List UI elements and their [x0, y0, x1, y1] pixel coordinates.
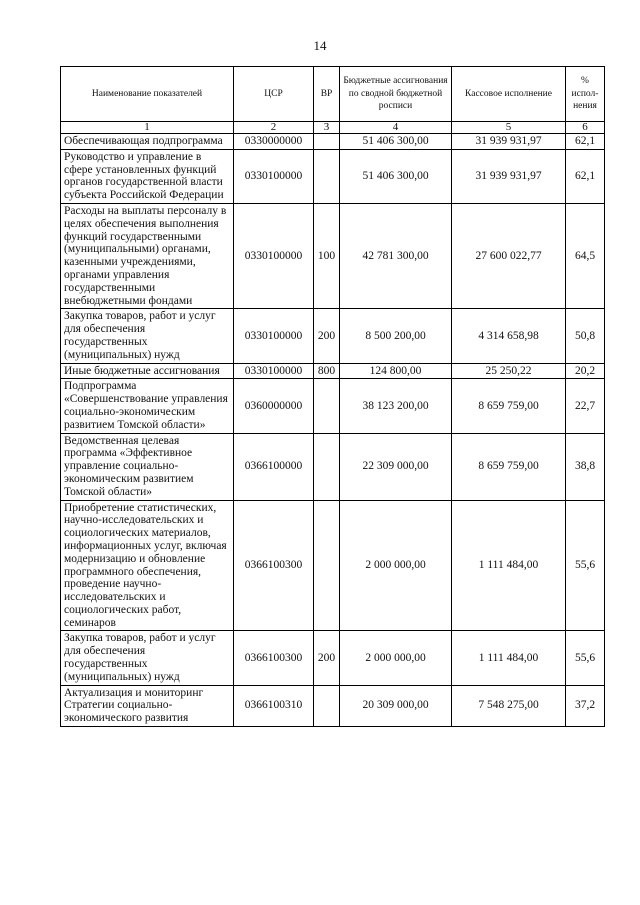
table-row [61, 309, 605, 363]
row-percent-cell: 20,2 [566, 363, 605, 379]
header-vr: ВР [314, 67, 340, 122]
column-number: 5 [452, 122, 566, 134]
row-vr-cell [314, 685, 340, 726]
row-budget-cell: 2 000 000,00 [340, 500, 452, 631]
row-percent-cell: 22,7 [566, 379, 605, 433]
row-cash-cell: 7 548 275,00 [452, 685, 566, 726]
row-budget-cell: 38 123 200,00 [340, 379, 452, 433]
budget-execution-table [60, 66, 605, 727]
row-budget-cell: 8 500 200,00 [340, 309, 452, 363]
row-budget-cell: 42 781 300,00 [340, 203, 452, 308]
row-vr-cell: 800 [314, 363, 340, 379]
row-budget-cell: 124 800,00 [340, 363, 452, 379]
header-indicator-name: Наименование показателей [61, 67, 234, 122]
column-number: 3 [314, 122, 340, 134]
row-percent-cell: 62,1 [566, 149, 605, 203]
row-name-cell: Расходы на выплаты персоналу в целях обеспечения выполнения функций государственными (муниципальными) органами, казенными учреждениями, органами управления государственными внебюджетными фондами [61, 203, 234, 308]
row-name-cell: Закупка товаров, работ и услуг для обеспечения государственных (муниципальных) нужд [61, 309, 234, 363]
table-body [61, 134, 605, 727]
row-csr-cell: 0330100000 [234, 203, 314, 308]
table-row [61, 134, 605, 150]
column-number: 6 [566, 122, 605, 134]
table-row [61, 685, 605, 726]
row-percent-cell: 50,8 [566, 309, 605, 363]
row-csr-cell: 0366100300 [234, 631, 314, 685]
row-cash-cell: 4 314 658,98 [452, 309, 566, 363]
row-vr-cell [314, 134, 340, 150]
row-budget-cell: 22 309 000,00 [340, 433, 452, 500]
row-cash-cell: 1 111 484,00 [452, 631, 566, 685]
column-number: 4 [340, 122, 452, 134]
row-csr-cell: 0330100000 [234, 309, 314, 363]
header-cash-execution: Кассовое исполнение [452, 67, 566, 122]
row-name-cell: Иные бюджетные ассигнования [61, 363, 234, 379]
table-header-row [61, 67, 605, 122]
row-vr-cell: 200 [314, 309, 340, 363]
row-csr-cell: 0366100310 [234, 685, 314, 726]
row-csr-cell: 0330000000 [234, 134, 314, 150]
table-row [61, 500, 605, 631]
row-cash-cell: 31 939 931,97 [452, 134, 566, 150]
row-vr-cell [314, 149, 340, 203]
row-cash-cell: 1 111 484,00 [452, 500, 566, 631]
row-cash-cell: 27 600 022,77 [452, 203, 566, 308]
header-csr: ЦСР [234, 67, 314, 122]
header-budget-allocations: Бюджетные ассигнования по сводной бюджетной росписи [340, 67, 452, 122]
row-percent-cell: 55,6 [566, 500, 605, 631]
row-vr-cell [314, 500, 340, 631]
row-name-cell: Обеспечивающая подпрограмма [61, 134, 234, 150]
column-number: 1 [61, 122, 234, 134]
row-budget-cell: 20 309 000,00 [340, 685, 452, 726]
row-cash-cell: 8 659 759,00 [452, 433, 566, 500]
row-cash-cell: 31 939 931,97 [452, 149, 566, 203]
row-budget-cell: 51 406 300,00 [340, 149, 452, 203]
row-vr-cell [314, 433, 340, 500]
row-vr-cell: 100 [314, 203, 340, 308]
column-number: 2 [234, 122, 314, 134]
row-name-cell: Руководство и управление в сфере установленных функций органов государственной власти субъекта Российской Федерации [61, 149, 234, 203]
row-cash-cell: 8 659 759,00 [452, 379, 566, 433]
row-csr-cell: 0366100300 [234, 500, 314, 631]
page-number: 14 [313, 38, 327, 53]
table-row [61, 149, 605, 203]
row-vr-cell: 200 [314, 631, 340, 685]
row-csr-cell: 0330100000 [234, 363, 314, 379]
table-row [61, 631, 605, 685]
row-percent-cell: 37,2 [566, 685, 605, 726]
row-budget-cell: 2 000 000,00 [340, 631, 452, 685]
row-percent-cell: 38,8 [566, 433, 605, 500]
column-number-row [61, 122, 605, 134]
row-csr-cell: 0366100000 [234, 433, 314, 500]
row-name-cell: Подпрограмма «Совершенствование управления социально-экономическим развитием Томской области» [61, 379, 234, 433]
table-row [61, 203, 605, 308]
row-percent-cell: 62,1 [566, 134, 605, 150]
table-row [61, 433, 605, 500]
row-percent-cell: 55,6 [566, 631, 605, 685]
row-name-cell: Закупка товаров, работ и услуг для обеспечения государственных (муниципальных) нужд [61, 631, 234, 685]
header-execution-percent: % испол-нения [566, 67, 605, 122]
row-csr-cell: 0360000000 [234, 379, 314, 433]
row-percent-cell: 64,5 [566, 203, 605, 308]
row-csr-cell: 0330100000 [234, 149, 314, 203]
row-name-cell: Ведомственная целевая программа «Эффективное управление социально-экономическим развитием Томской области» [61, 433, 234, 500]
table-row [61, 379, 605, 433]
row-name-cell: Приобретение статистических, научно-исследовательских и социологических материалов, информационных услуг, включая модернизацию и обновление программного обеспечения, проведение научно-исследовательских и социологических работ, семинаров [61, 500, 234, 631]
row-vr-cell [314, 379, 340, 433]
row-budget-cell: 51 406 300,00 [340, 134, 452, 150]
row-cash-cell: 25 250,22 [452, 363, 566, 379]
table-row [61, 363, 605, 379]
row-name-cell: Актуализация и мониторинг Стратегии социально-экономического развития [61, 685, 234, 726]
